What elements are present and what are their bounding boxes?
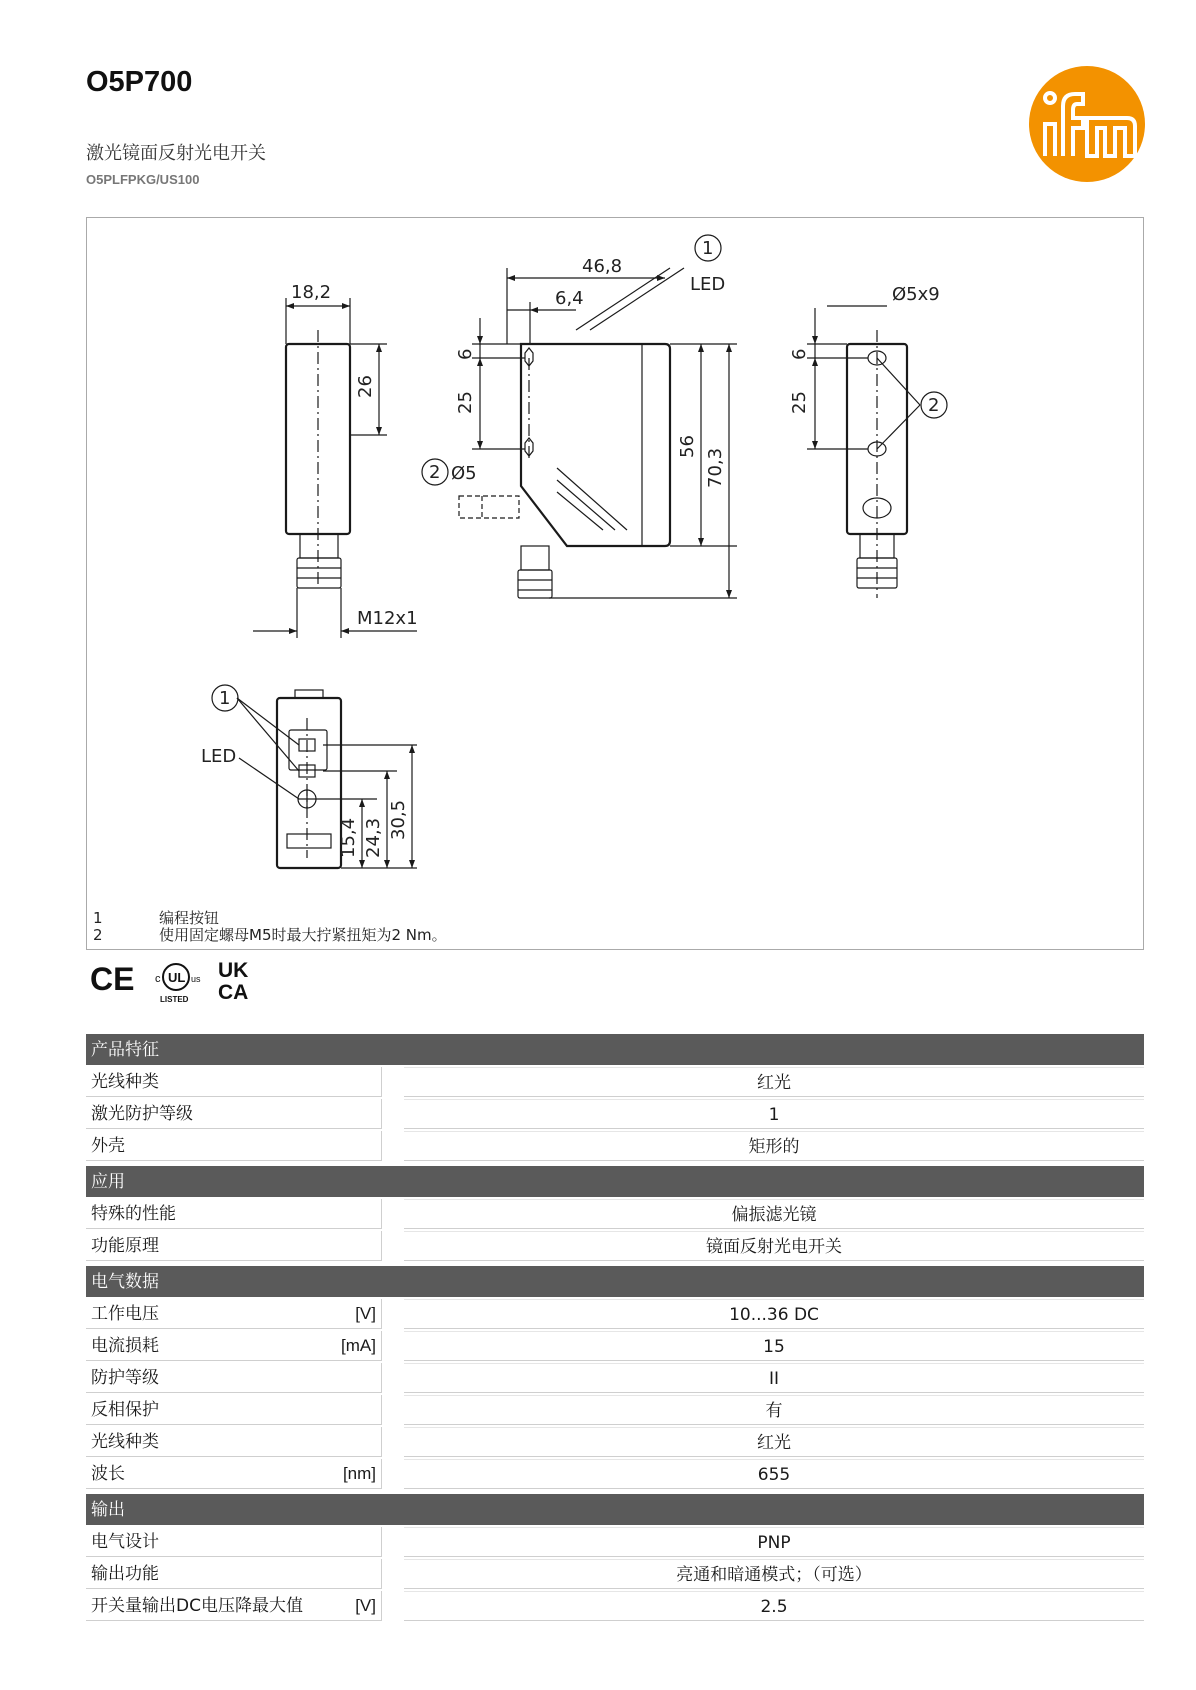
dim-hole-offset-side: 6 [455, 348, 476, 360]
section-header: 输出 [86, 1494, 1144, 1525]
spec-row [86, 1229, 1144, 1261]
svg-text:c: c [155, 973, 161, 985]
spec-label: 电流损耗 [91, 1336, 159, 1356]
spec-label: 反相保护 [91, 1400, 159, 1420]
spec-label: 波长 [91, 1464, 125, 1484]
spec-row [86, 1361, 1144, 1393]
dim-hole-offset-rear: 6 [789, 348, 810, 360]
product-title: O5P700 [86, 66, 193, 98]
spec-unit: [V] [355, 1596, 376, 1615]
svg-text:UK: UK [218, 959, 249, 982]
product-subtitle: 激光镜面反射光电开关 [86, 143, 266, 164]
spec-label-cell [86, 1427, 382, 1457]
spec-value: II [404, 1363, 1144, 1393]
spec-label-cell [86, 1131, 382, 1161]
spec-label-cell [86, 1331, 382, 1361]
spec-value: 655 [404, 1459, 1144, 1489]
dim-thread: M12x1 [357, 608, 418, 629]
spec-gap [382, 1297, 404, 1329]
spec-label: 工作电压 [91, 1304, 159, 1324]
spec-label: 激光防护等级 [91, 1104, 193, 1124]
spec-value: 矩形的 [404, 1131, 1144, 1161]
spec-gap [382, 1197, 404, 1229]
dim-led-height: 15,4 [338, 817, 359, 858]
callout-2-rear: 2 [928, 395, 940, 416]
spec-row [86, 1297, 1144, 1329]
dim-slot: Ø5x9 [892, 284, 940, 305]
spec-row [86, 1589, 1144, 1621]
spec-gap [382, 1361, 404, 1393]
note-1-number: 1 [93, 909, 103, 927]
dim-hole-diameter: Ø5 [451, 463, 477, 484]
note-2 [93, 927, 447, 944]
spec-gap [382, 1425, 404, 1457]
spec-row [86, 1129, 1144, 1161]
svg-text:CA: CA [218, 981, 249, 1004]
spec-gap [382, 1065, 404, 1097]
svg-text:CE: CE [90, 961, 135, 997]
dim-height-front: 26 [355, 375, 376, 398]
ukca-mark [218, 959, 248, 1004]
led-label-top: LED [690, 274, 726, 295]
spec-value: 亮通和暗通模式；（可选） [404, 1559, 1144, 1589]
dim-total-height: 70,3 [705, 447, 726, 488]
dim-button2-height: 30,5 [388, 799, 409, 840]
spec-unit: [nm] [342, 1464, 376, 1483]
technical-drawing [87, 218, 1145, 951]
callout-1-bottom: 1 [219, 688, 231, 709]
spec-row [86, 1393, 1144, 1425]
dim-body-height: 56 [677, 435, 698, 458]
section-header: 电气数据 [86, 1266, 1144, 1297]
note-2-text: 使用固定螺母M5时最大拧紧扭矩为2 Nm。 [159, 926, 447, 944]
spec-gap [382, 1525, 404, 1557]
spec-label-cell [86, 1395, 382, 1425]
spec-label-cell [86, 1363, 382, 1393]
callout-2-side: 2 [429, 462, 441, 483]
dim-width-front: 18,2 [291, 282, 332, 303]
spec-label: 功能原理 [91, 1236, 159, 1256]
spec-unit: [mA] [341, 1336, 376, 1355]
spec-gap [382, 1329, 404, 1361]
note-1 [93, 910, 219, 927]
dim-hole-pitch-side: 25 [455, 391, 476, 414]
spec-row [86, 1557, 1144, 1589]
spec-row [86, 1457, 1144, 1489]
ce-mark [90, 961, 134, 997]
spec-row [86, 1065, 1144, 1097]
spec-value: 有 [404, 1395, 1144, 1425]
spec-row [86, 1197, 1144, 1229]
spec-value: 10...36 DC [404, 1299, 1144, 1329]
spec-label: 电气设计 [91, 1532, 159, 1552]
dimension-drawing [86, 217, 1144, 950]
spec-gap [382, 1457, 404, 1489]
spec-table [86, 1034, 1144, 1621]
spec-label-cell [86, 1591, 382, 1621]
spec-value: PNP [404, 1527, 1144, 1557]
spec-row [86, 1329, 1144, 1361]
spec-gap [382, 1557, 404, 1589]
spec-label-cell [86, 1231, 382, 1261]
dim-hole-pitch-rear: 25 [789, 391, 810, 414]
spec-gap [382, 1393, 404, 1425]
spec-value: 红光 [404, 1427, 1144, 1457]
spec-row [86, 1097, 1144, 1129]
spec-label-cell [86, 1099, 382, 1129]
spec-value: 15 [404, 1331, 1144, 1361]
spec-label-cell [86, 1299, 382, 1329]
spec-label: 特殊的性能 [91, 1204, 176, 1224]
spec-label: 开关量输出DC电压降最大值 [91, 1596, 303, 1616]
svg-text:UL: UL [168, 970, 186, 985]
spec-label-cell [86, 1527, 382, 1557]
spec-label: 输出功能 [91, 1564, 159, 1584]
note-1-text: 编程按钮 [159, 909, 220, 927]
spec-label: 防护等级 [91, 1368, 159, 1388]
spec-label-cell [86, 1199, 382, 1229]
spec-label: 光线种类 [91, 1072, 159, 1092]
spec-value: 1 [404, 1099, 1144, 1129]
spec-label: 外壳 [91, 1136, 125, 1156]
spec-label-cell [86, 1459, 382, 1489]
spec-gap [382, 1129, 404, 1161]
section-header: 产品特征 [86, 1034, 1144, 1065]
spec-label-cell [86, 1559, 382, 1589]
spec-unit: [V] [355, 1304, 376, 1323]
svg-text:LISTED: LISTED [160, 995, 189, 1004]
svg-text:us: us [191, 974, 201, 984]
note-2-number: 2 [93, 926, 103, 944]
spec-label: 光线种类 [91, 1432, 159, 1452]
callout-1-top: 1 [702, 238, 714, 259]
spec-gap [382, 1097, 404, 1129]
spec-label-cell [86, 1067, 382, 1097]
dim-button-height: 24,3 [363, 817, 384, 858]
spec-value: 镜面反射光电开关 [404, 1231, 1144, 1261]
spec-value: 2.5 [404, 1591, 1144, 1621]
spec-gap [382, 1589, 404, 1621]
spec-gap [382, 1229, 404, 1261]
spec-row [86, 1525, 1144, 1557]
section-header: 应用 [86, 1166, 1144, 1197]
spec-value: 红光 [404, 1067, 1144, 1097]
dim-lens-offset: 6,4 [555, 288, 584, 309]
led-label-bottom: LED [201, 746, 237, 767]
certification-marks [88, 955, 268, 1005]
ifm-logo [1027, 64, 1147, 184]
dim-depth: 46,8 [582, 256, 623, 277]
spec-value: 偏振滤光镜 [404, 1199, 1144, 1229]
ul-listed-mark [155, 964, 201, 1004]
spec-row [86, 1425, 1144, 1457]
part-code: O5PLFPKG/US100 [86, 172, 200, 187]
